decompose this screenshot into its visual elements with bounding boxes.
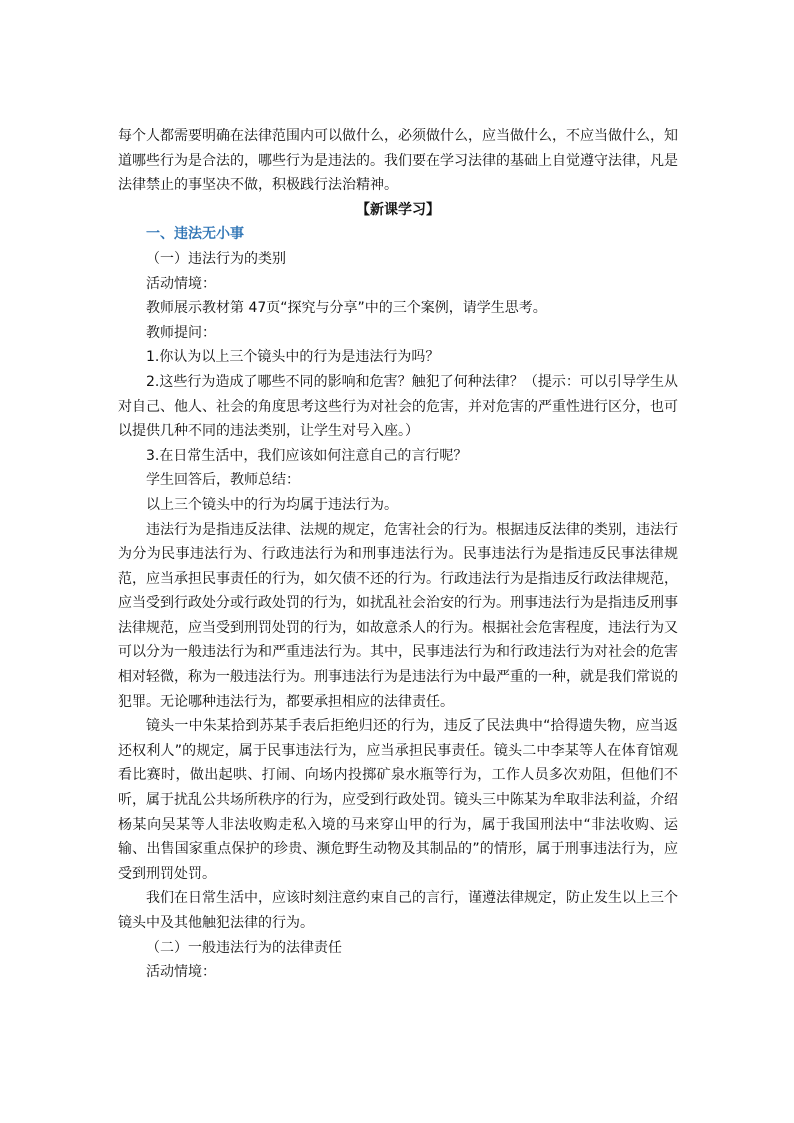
question-2: 2.这些行为造成了哪些不同的影响和危害？触犯了何种法律？（提示：可以引导学生从对自己、他人、社会的角度思考这些行为对社会的危害，并对危害的严重性进行区分，也可以提供几种不同的违法类别，让学生对号入座。） (118, 373, 678, 440)
subheading-2: （二）一般违法行为的法律责任 (146, 939, 342, 956)
intro-paragraph: 每个人都需要明确在法律范围内可以做什么，必须做什么，应当做什么，不应当做什么，知道哪些行为是合法的，哪些行为是违法的。我们要在学习法律的基础上自觉遵守法律，凡是法律禁止的事坚决不做，积极践行法治精神。 (118, 128, 678, 194)
teacher-display: 教师展示教材第 47页“探究与分享”中的三个案例，请学生思考。 (146, 300, 547, 317)
question-3: 3.在日常生活中，我们应该如何注意自己的言行呢？ (146, 447, 468, 464)
activity-label-2: 活动情境： (146, 964, 216, 981)
teacher-question-label: 教师提问： (146, 324, 216, 341)
summary-line: 以上三个镜头中的行为均属于违法行为。 (146, 496, 398, 513)
document-page (118, 124, 678, 985)
subheading-1: （一）违法行为的类别 (146, 250, 286, 267)
heading-1: 一、违法无小事 (146, 226, 244, 243)
activity-label-1: 活动情境： (146, 275, 216, 292)
conclusion-paragraph: 我们在日常生活中，应该时刻注意约束自己的言行，谨遵法律规定，防止发生以上三个镜头中及其他触犯法律的行为。 (118, 890, 678, 931)
section-title: 【新课学习】 (356, 201, 440, 218)
case-analysis-paragraph: 镜头一中朱某拾到苏某手表后拒绝归还的行为，违反了民法典中“拾得遗失物，应当返还权利人”的规定，属于民事违法行为，应当承担民事责任。镜头二中李某等人在体育馆观看比赛时，做出起哄、打闹、向场内投掷矿泉水瓶等行为，工作人员多次劝阻，但他们不听，属于扰乱公共场所秩序的行为，应受到行政处罚。镜头三中陈某为牟取非法利益，介绍杨某向吴某等人非法收购走私入境的马来穿山甲的行为，属于我国刑法中“非法收购、运输、出售国家重点保护的珍贵、濒危野生动物及其制品的”的情形，属于刑事违法行为，应受到刑罚处罚。 (118, 718, 678, 882)
question-1: 1.你认为以上三个镜头中的行为是违法行为吗？ (146, 349, 440, 366)
teacher-summary-label: 学生回答后，教师总结： (146, 472, 300, 489)
definition-paragraph: 违法行为是指违反法律、法规的规定，危害社会的行为。根据违反法律的类别，违法行为分为民事违法行为、行政违法行为和刑事违法行为。民事违法行为是指违反民事法律规范，应当承担民事责任的行为，如欠债不还的行为。行政违法行为是指违反行政法律规范，应当受到行政处分或行政处罚的行为，如扰乱社会治安的行为。刑事违法行为是指违反刑事法律规范，应当受到刑罚处罚的行为，如故意杀人的行为。根据社会危害程度，违法行为又可以分为一般违法行为和严重违法行为。其中，民事违法行为和行政违法行为对社会的危害相对轻微，称为一般违法行为。刑事违法行为是违法行为中最严重的一种，就是我们常说的犯罪。无论哪种违法行为，都要承担相应的法律责任。 (118, 521, 678, 710)
